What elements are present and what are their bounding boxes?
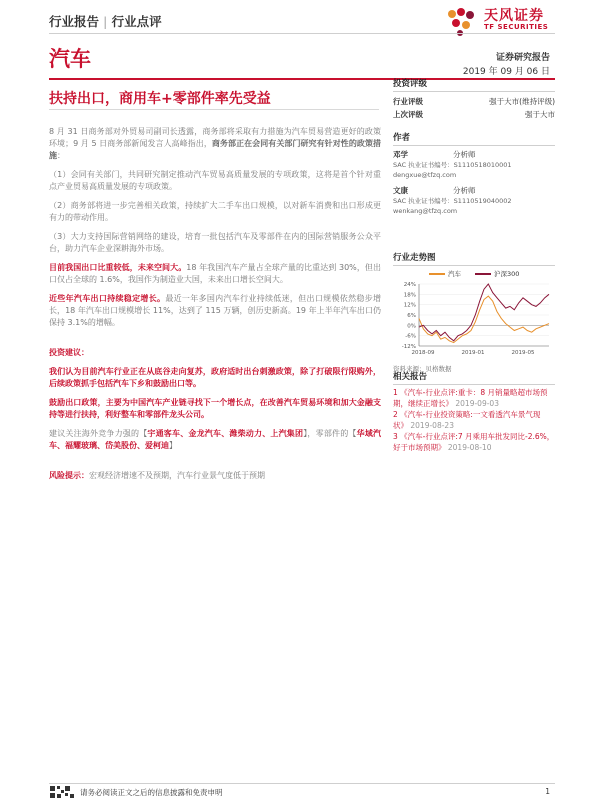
previous-rating-row bbox=[393, 108, 555, 121]
legend-item-auto bbox=[429, 269, 461, 278]
line-chart bbox=[393, 280, 555, 360]
report-body bbox=[49, 126, 381, 489]
export-growth-text-b: ，达到了 bbox=[170, 306, 206, 315]
related-report-title[interactable]: 3 《汽车-行业点评:7 月乘用车批发同比-2.6%，好于市场预期》 bbox=[393, 432, 555, 452]
author-email[interactable]: dengxue@tfzq.com bbox=[393, 171, 457, 179]
report-category bbox=[49, 12, 162, 30]
category-label: 行业报告 bbox=[49, 14, 100, 29]
series-line-hs300 bbox=[419, 284, 549, 341]
risk-label: 风险提示： bbox=[49, 471, 89, 480]
risk-text: 宏观经济增速不及预期，汽车行业景气度低于预期 bbox=[89, 471, 265, 480]
paragraph-measure-2: （2）商务部将进一步完善相关政策，持续扩大二手车出口规模，以对新车消费和出口形成更有力的带动作用。 bbox=[49, 201, 381, 222]
author-email[interactable]: wenkang@tfzq.com bbox=[393, 207, 458, 215]
export-growth-value-c: 3.1% bbox=[67, 318, 88, 327]
author-role: 分析师 bbox=[453, 150, 476, 159]
paragraph-advice-2 bbox=[49, 397, 381, 421]
related-list bbox=[393, 388, 555, 453]
legend-label-hs300: 沪深300 bbox=[494, 270, 520, 278]
rating-title: 投资评级 bbox=[393, 77, 555, 92]
author-card bbox=[393, 150, 555, 180]
advice-text-1: 我们认为目前汽车行业正在从底谷走向复苏，政府适时出台刺激政策，除了打破限行限购外，后续政策抓手包括汽车下乡和鼓励出口等。 bbox=[49, 367, 381, 388]
author-name: 文康 bbox=[393, 186, 408, 195]
author-name: 邓学 bbox=[393, 150, 408, 159]
export-share-value-b: 1.6% bbox=[99, 275, 120, 284]
export-growth-heading: 近些年汽车出口持续稳定增长。 bbox=[49, 294, 166, 303]
trend-section bbox=[393, 251, 555, 373]
export-share-heading: 目前我国出口比重较低，未来空间大。 bbox=[49, 263, 187, 272]
author-card bbox=[393, 186, 555, 216]
export-share-text-c: ，我国作为制造业大国，未来出口增长空间大。 bbox=[119, 275, 288, 284]
intro-emphasis: 商务部正在会同有关部门研究有针对性的政策措施 bbox=[49, 139, 381, 160]
chart-y-tick-label: 6% bbox=[407, 313, 416, 319]
related-report-link[interactable] bbox=[393, 432, 555, 453]
authors-title: 作者 bbox=[393, 131, 555, 146]
export-growth-text-c: 万辆，创历史新高。19 年上半年汽车出口仍保持 bbox=[49, 306, 382, 327]
related-report-date: 2019-08-10 bbox=[447, 442, 492, 452]
intro-colon: ： bbox=[57, 151, 65, 160]
export-share-value-a: 30% bbox=[339, 263, 357, 272]
paragraph-measure-3: （3）大力支持国际营销网络的建设，培育一批包括汽车及零部件在内的国际营销服务公众平台，助力汽车企业深耕海外市场。 bbox=[49, 232, 381, 253]
legend-item-hs300 bbox=[475, 269, 519, 278]
rating-row bbox=[393, 95, 555, 108]
related-report-link[interactable] bbox=[393, 388, 555, 409]
intro-text: 8 月 31 日商务部对外贸易司副司长透露，商务部将采取有力措施为汽车贸易营造更好的政策环境；9 月 5 日商务部新闻发言人高峰指出， bbox=[49, 127, 381, 148]
previous-rating-label: 上次评级 bbox=[393, 110, 423, 119]
author-role: 分析师 bbox=[453, 186, 476, 195]
export-growth-value-a: 11% bbox=[152, 306, 171, 315]
picks-vehicles: 宇通客车、金龙汽车、潍柴动力、上汽集团 bbox=[147, 429, 304, 438]
export-growth-text-a: 最近一年多国内汽车行业持续低迷，但出口规模依然稳步增长，18 年汽车出口规模增长 bbox=[49, 294, 382, 315]
chart-x-tick-label: 2018-09 bbox=[411, 350, 435, 356]
related-section bbox=[393, 370, 555, 454]
logo-text-en: TF SECURITIES bbox=[484, 23, 549, 31]
advice-heading bbox=[49, 347, 381, 359]
page-number: 1 bbox=[545, 787, 550, 796]
headline-divider bbox=[49, 109, 379, 110]
report-type: 证券研究报告 bbox=[495, 53, 550, 63]
related-report-title[interactable]: 2 《汽车-行业投资策略:一文看透汽车景气现状》 bbox=[393, 410, 541, 430]
paragraph-measure-1: （1）会同有关部门，共同研究制定推动汽车贸易高质量发展的专项政策，这将是首个针对重点产业贸易高质量发展的专项政策。 bbox=[49, 170, 381, 191]
header-divider bbox=[49, 33, 555, 34]
export-growth-text-d: 的增幅。 bbox=[87, 318, 120, 327]
author-cert: SAC 执业证书编号：S1110518010001 bbox=[393, 161, 512, 169]
legend-label-auto: 汽车 bbox=[448, 270, 461, 278]
chart-y-tick-label: 12% bbox=[403, 302, 416, 309]
author-cert: SAC 执业证书编号：S1110519040002 bbox=[393, 197, 512, 205]
authors-section bbox=[393, 131, 555, 216]
advice-title: 投资建议： bbox=[49, 348, 89, 357]
picks-text-b: 】，零部件的【 bbox=[303, 429, 357, 438]
subcategory-label: 行业点评 bbox=[111, 14, 162, 29]
rating-value: 强于大市(维持评级) bbox=[489, 97, 555, 106]
chart-y-tick-label: -12% bbox=[401, 344, 416, 350]
paragraph-export-share bbox=[49, 262, 381, 286]
paragraph-advice-1 bbox=[49, 366, 381, 390]
related-report-date: 2019-08-23 bbox=[410, 420, 454, 430]
related-title: 相关报告 bbox=[393, 370, 555, 385]
export-growth-value-b: 115 bbox=[205, 306, 221, 315]
sector-title: 汽车 bbox=[49, 47, 91, 71]
rating-label: 行业评级 bbox=[393, 97, 423, 106]
trend-chart bbox=[393, 269, 555, 362]
picks-text-c: 】 bbox=[169, 441, 177, 450]
chart-y-tick-label: 24% bbox=[403, 282, 416, 288]
advice-text-2: 鼓励出口政策，主要为中国汽车产业链寻找下一个增长点，在改善汽车贸易环境和加大金融支持等进行扶持，利好整车和零部件龙头公司。 bbox=[49, 398, 381, 419]
chart-y-tick-label: -6% bbox=[405, 333, 416, 340]
related-report-title[interactable]: 1 《汽车-行业点评:重卡：8 月销量略超市场预期，继续正增长》 bbox=[393, 388, 548, 408]
related-report-link[interactable] bbox=[393, 410, 555, 431]
risk-warning bbox=[49, 470, 381, 482]
chart-x-tick-label: 2019-05 bbox=[511, 350, 535, 356]
paragraph-export-growth bbox=[49, 293, 381, 329]
logo-text-cn: 天风证券 bbox=[484, 8, 544, 24]
trend-title: 行业走势图 bbox=[393, 251, 555, 266]
chart-x-tick-label: 2019-01 bbox=[461, 350, 485, 356]
paragraph-stock-picks bbox=[49, 428, 381, 452]
chart-y-tick-label: 0% bbox=[407, 323, 416, 330]
chart-source: 资料来源：贝格数据 bbox=[393, 365, 452, 373]
footer-disclaimer: 请务必阅读正文之后的信息披露和免责申明 bbox=[80, 788, 223, 797]
footer-divider bbox=[49, 783, 555, 784]
export-share-text-a: 18 年我国汽车产量占全球产量的比重达到 bbox=[186, 263, 339, 272]
related-report-date: 2019-09-03 bbox=[455, 398, 499, 408]
chart-y-tick-label: 18% bbox=[403, 292, 416, 299]
report-date: 2019 年 09 月 06 日 bbox=[462, 67, 550, 77]
previous-rating-value: 强于大市 bbox=[525, 110, 555, 119]
picks-text-a: 建议关注海外竞争力强的【 bbox=[49, 429, 148, 438]
qr-code-icon bbox=[50, 786, 74, 798]
picks-parts: 华域汽车、福耀玻璃、岱美股份、爱柯迪 bbox=[49, 429, 382, 450]
category-separator: | bbox=[103, 14, 108, 29]
rating-section bbox=[393, 77, 555, 121]
report-headline: 扶持出口，商用车+零部件率先受益 bbox=[49, 91, 271, 107]
export-share-text-b: ，但出口仅占全球的 bbox=[49, 263, 382, 284]
chart-legend bbox=[393, 269, 555, 278]
paragraph-intro bbox=[49, 126, 381, 162]
